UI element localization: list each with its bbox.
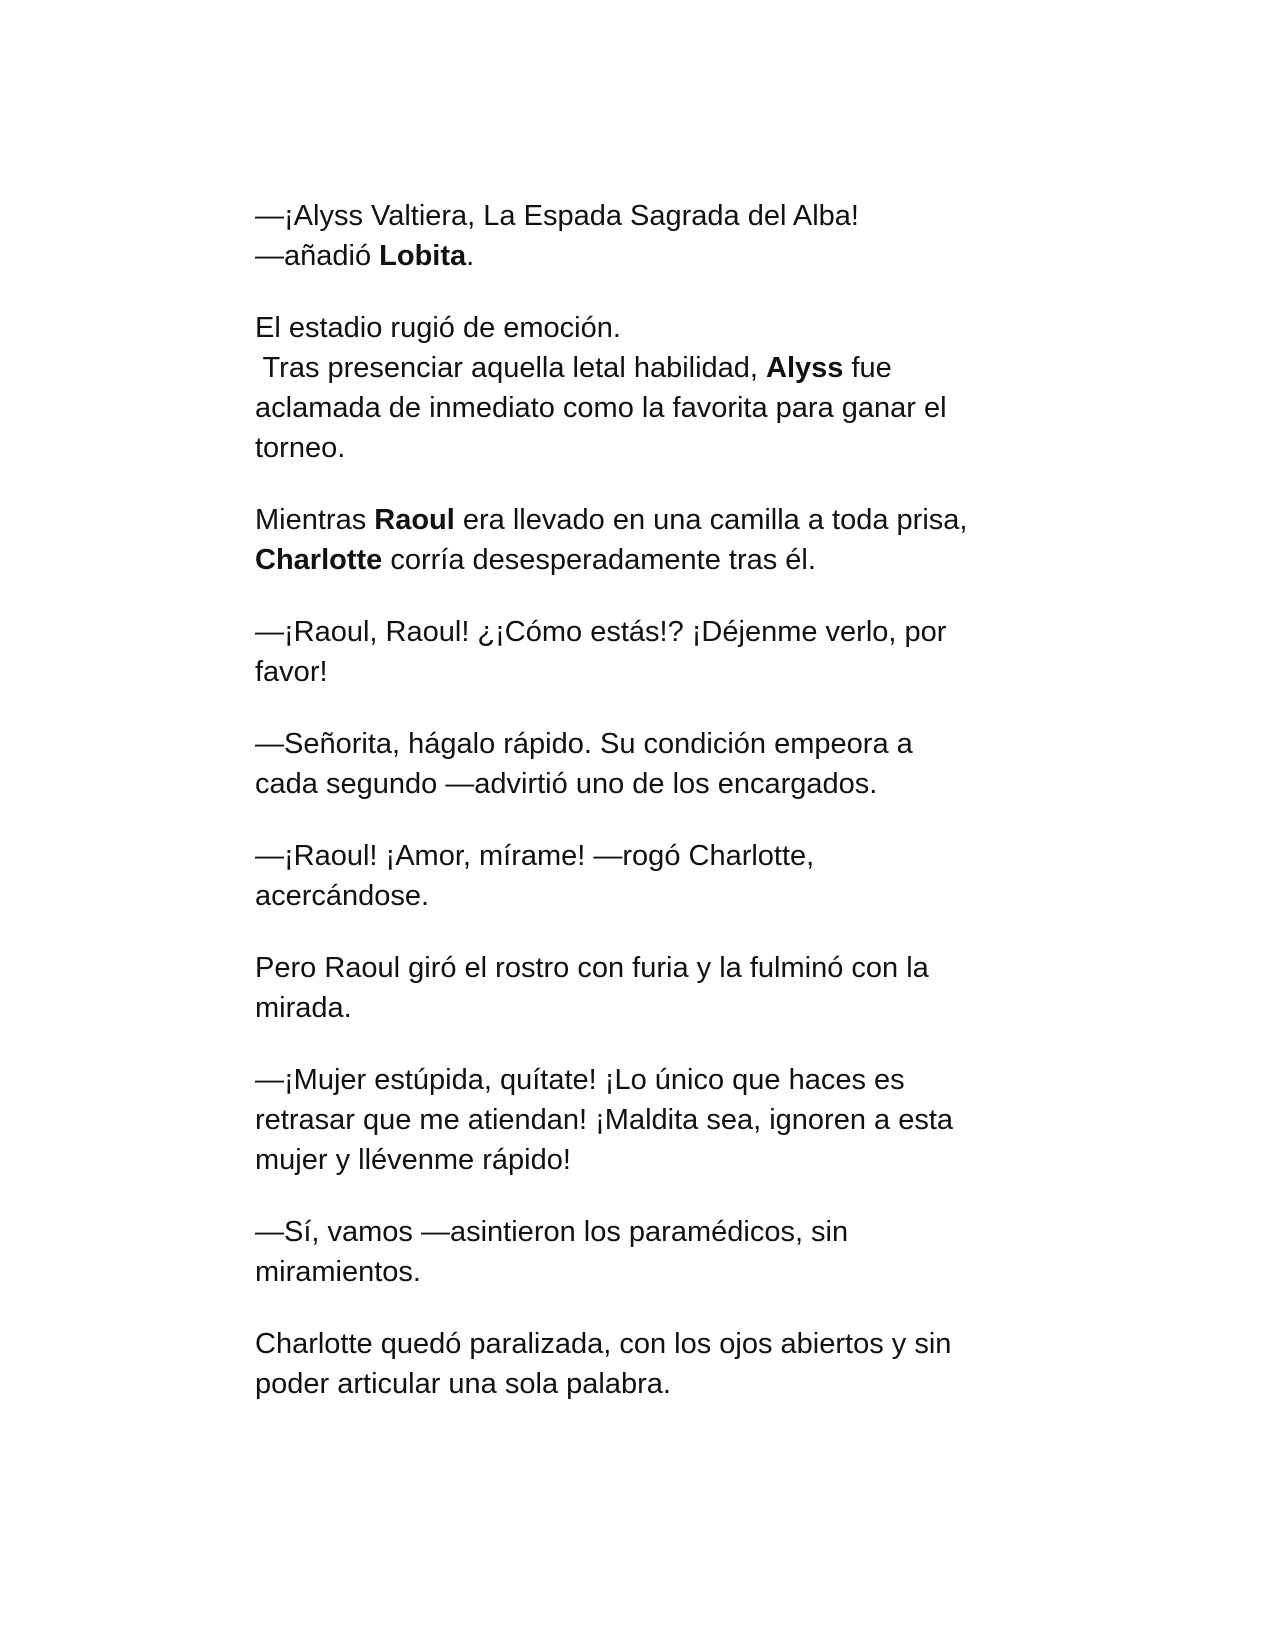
text-line [255, 1364, 1015, 1404]
text-line [255, 236, 1015, 276]
text-line [255, 1252, 1015, 1292]
text-line [255, 1100, 1015, 1140]
text-segment: —Señorita, hágalo rápido. Su condición empeora a [255, 728, 913, 760]
text-segment: acercándose. [255, 880, 430, 912]
text-line [255, 1212, 1015, 1252]
text-line [255, 652, 1015, 692]
text-line [255, 196, 1015, 236]
paragraph [255, 500, 1015, 580]
text-line [255, 948, 1015, 988]
bold-name: Charlotte [255, 544, 383, 576]
text-segment: torneo. [255, 432, 346, 464]
text-line [255, 308, 1015, 348]
text-segment: Mientras [255, 504, 375, 536]
text-segment: El estadio rugió de emoción. [255, 312, 621, 344]
bold-name: Alyss [766, 352, 844, 384]
text-segment: . [466, 240, 475, 272]
text-segment: Pero Raoul giró el rostro con furia y la fulminó con la [255, 952, 929, 984]
text-segment: —añadió [255, 240, 380, 272]
bold-name: Lobita [379, 240, 467, 272]
text-segment: —¡Mujer estúpida, quítate! ¡Lo único que haces es [255, 1064, 905, 1096]
text-segment: cada segundo —advirtió uno de los encargados. [255, 768, 878, 800]
text-line [255, 724, 1015, 764]
text-segment: —¡Raoul! ¡Amor, mírame! —rogó Charlotte, [255, 840, 815, 872]
text-segment: mirada. [255, 992, 352, 1024]
text-line [255, 500, 1015, 540]
paragraph [255, 836, 1015, 916]
text-segment: retrasar que me atiendan! ¡Maldita sea, ignoren a esta [255, 1104, 954, 1136]
text-segment: corría desesperadamente tras él. [382, 544, 816, 576]
paragraph [255, 948, 1015, 1028]
text-line [255, 540, 1015, 580]
text-line [255, 836, 1015, 876]
text-segment: poder articular una sola palabra. [255, 1368, 671, 1400]
text-segment: —¡Alyss Valtiera, La Espada Sagrada del Alba! [255, 200, 859, 232]
text-line [255, 1140, 1015, 1180]
paragraph [255, 724, 1015, 804]
bold-name: Raoul [374, 504, 455, 536]
text-segment: Tras presenciar aquella letal habilidad, [255, 352, 767, 384]
text-segment: aclamada de inmediato como la favorita para ganar el [255, 392, 947, 424]
text-line [255, 388, 1015, 428]
text-segment: —Sí, vamos —asintieron los paramédicos, sin [255, 1216, 849, 1248]
text-segment: era llevado en una camilla a toda prisa, [454, 504, 968, 536]
text-line [255, 348, 1015, 388]
paragraph [255, 612, 1015, 692]
paragraph [255, 1324, 1015, 1404]
text-line [255, 1324, 1015, 1364]
text-segment: mujer y llévenme rápido! [255, 1144, 571, 1176]
paragraph [255, 308, 1015, 468]
text-line [255, 428, 1015, 468]
text-line [255, 988, 1015, 1028]
paragraph [255, 196, 1015, 276]
text-segment: favor! [255, 656, 328, 688]
text-line [255, 1060, 1015, 1100]
document-body [255, 196, 1015, 1436]
text-segment: Charlotte quedó paralizada, con los ojos abiertos y sin [255, 1328, 952, 1360]
text-line [255, 764, 1015, 804]
paragraph [255, 1060, 1015, 1180]
text-line [255, 612, 1015, 652]
text-line [255, 876, 1015, 916]
text-segment: —¡Raoul, Raoul! ¿¡Cómo estás!? ¡Déjenme verlo, por [255, 616, 947, 648]
text-segment: fue [843, 352, 892, 384]
text-segment: miramientos. [255, 1256, 421, 1288]
paragraph [255, 1212, 1015, 1292]
